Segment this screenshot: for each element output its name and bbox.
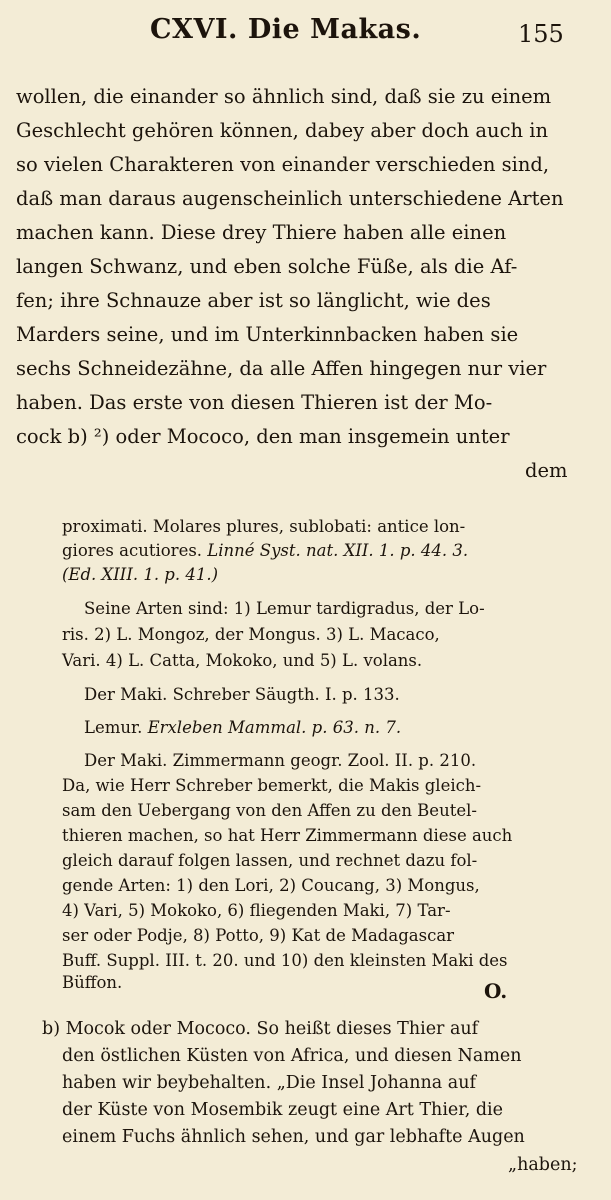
footnote-line: proximati. Molares plures, sublobati: antice lon- bbox=[62, 517, 466, 536]
running-title: CXVI. Die Makas. bbox=[150, 14, 422, 45]
text-line: sechs Schneidezähne, da alle Affen hingegen nur vier bbox=[16, 357, 547, 380]
footnote-line: einem Fuchs ähnlich sehen, und gar lebhafte Augen bbox=[62, 1127, 525, 1147]
text-line: haben. Das erste von diesen Thieren ist der Mo- bbox=[16, 391, 493, 414]
footnote-line: gende Arten: 1) den Lori, 2) Coucang, 3) Mongus, bbox=[62, 876, 480, 895]
footnote-line: sam den Uebergang von den Affen zu den Beutel- bbox=[62, 801, 477, 820]
text-line: so vielen Charakteren von einander verschieden sind, bbox=[16, 153, 550, 176]
page-header bbox=[0, 14, 611, 58]
text-line: Geschlecht gehören können, dabey aber doch auch in bbox=[16, 119, 549, 142]
footnote-line: thieren machen, so hat Herr Zimmermann diese auch bbox=[62, 826, 513, 845]
footnote-line: (Ed. XIII. 1. p. 41.) bbox=[62, 565, 219, 584]
text-line: Marders seine, und im Unterkinnbacken haben sie bbox=[16, 323, 519, 346]
footnote-line: Der Maki. Schreber Säugth. I. p. 133. bbox=[84, 685, 400, 704]
text-line: cock b) ²) oder Mococo, den man insgemein unter bbox=[16, 425, 510, 448]
footnote-signature: O. bbox=[484, 979, 508, 1003]
footnote-line: Der Maki. Zimmermann geogr. Zool. II. p. 210. bbox=[84, 751, 477, 770]
page-number: 155 bbox=[518, 20, 564, 48]
footnote-line: b) Mocok oder Mococo. So heißt dieses Thier auf bbox=[42, 1019, 479, 1039]
footnote-line: ser oder Podje, 8) Potto, 9) Kat de Madagascar bbox=[62, 926, 455, 945]
footnote-line: Lemur. Erxleben Mammal. p. 63. n. 7. bbox=[84, 718, 402, 737]
footnote-line: ris. 2) L. Mongoz, der Mongus. 3) L. Macaco, bbox=[62, 625, 440, 644]
footnote-line: haben wir beybehalten. „Die Insel Johanna auf bbox=[62, 1073, 476, 1093]
footnote-line: Büffon. bbox=[62, 973, 123, 992]
catchword: „haben; bbox=[508, 1155, 578, 1175]
text-line: machen kann. Diese drey Thiere haben alle einen bbox=[16, 221, 507, 244]
footnote-line: giores acutiores. Linné Syst. nat. XII. 1. p. 44. 3. bbox=[62, 541, 469, 560]
text-line: langen Schwanz, und eben solche Füße, als die Af- bbox=[16, 255, 518, 278]
footnote-line: Seine Arten sind: 1) Lemur tardigradus, der Lo- bbox=[84, 599, 485, 618]
footnote-line: 4) Vari, 5) Mokoko, 6) fliegenden Maki, 7) Tar- bbox=[62, 901, 451, 920]
catchword: dem bbox=[525, 459, 568, 482]
footnote-line: der Küste von Mosembik zeugt eine Art Thier, die bbox=[62, 1100, 503, 1120]
footnote-line: gleich darauf folgen lassen, und rechnet dazu fol- bbox=[62, 851, 478, 870]
footnote-line: Buff. Suppl. III. t. 20. und 10) den kleinsten Maki des bbox=[62, 951, 508, 970]
text-line: wollen, die einander so ähnlich sind, daß sie zu einem bbox=[16, 85, 552, 108]
footnote-line: Vari. 4) L. Catta, Mokoko, und 5) L. volans. bbox=[62, 651, 423, 670]
text-line: fen; ihre Schnauze aber ist so länglicht, wie des bbox=[16, 289, 491, 312]
footnote-line: Da, wie Herr Schreber bemerkt, die Makis gleich- bbox=[62, 776, 482, 795]
text-line: daß man daraus augenscheinlich unterschiedene Arten bbox=[16, 187, 564, 210]
footnote-line: den östlichen Küsten von Africa, und diesen Namen bbox=[62, 1046, 522, 1066]
